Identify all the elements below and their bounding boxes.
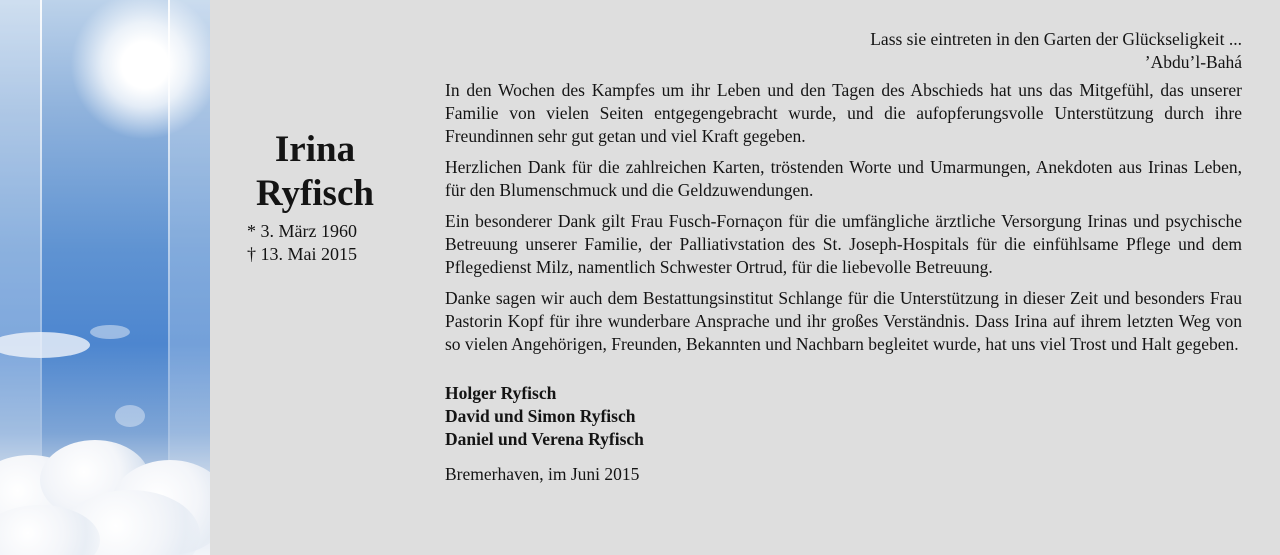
life-dates — [230, 220, 400, 266]
quote-text: Lass sie eintreten in den Garten der Glückseligkeit ... — [870, 29, 1242, 49]
signers — [445, 382, 1242, 451]
death-date: † 13. Mai 2015 — [247, 244, 357, 264]
last-name: Ryfisch — [256, 173, 374, 214]
birth-date: * 3. März 1960 — [247, 221, 357, 241]
sun-glow — [70, 0, 210, 140]
paragraph: Herzlichen Dank für die zahlreichen Karten, tröstenden Worte und Umarmungen, Anekdoten aus Irinas Leben, für den Blumenschmuck und die Geldzuwendungen. — [445, 157, 1242, 200]
paragraph: Ein besonderer Dank gilt Frau Fusch-Fornaçon für die umfängliche ärztliche Versorgung Irinas und psychische Betreuung unserer Familie, der Palliativstation des St. Joseph-Hospitals für die einfühlsame Pflege und dem Pflegedienst Milz, namentlich Schwester Ortrud, für die liebevolle Betreuung. — [445, 211, 1242, 277]
paragraph: Danke sagen wir auch dem Bestattungsinstitut Schlange für die Unterstützung in dieser Zeit und besonders Frau Pastorin Kopf für ihre wunderbare Ansprache und ihr großes Verständnis. Dass Irina auf ihrem letzten Weg von so vielen Angehörigen, Freunden, Bekannten und Nachbarn begleitet wurde, hat uns viel Trost und Halt gegeben. — [445, 288, 1242, 354]
paragraph: In den Wochen des Kampfes um ihr Leben und den Tagen des Abschieds hat uns das Mitgefühl, das unserer Familie von vielen Seiten entgegengebracht wurde, und die aufopferungsvolle Unterstützung durch ihre Freundinnen sehr gut getan und viel Kraft gegeben. — [445, 80, 1242, 146]
first-name: Irina — [274, 129, 356, 170]
thank-you-text — [445, 28, 1242, 486]
deceased-block — [230, 128, 400, 266]
signer: Daniel und Verena Ryfisch — [445, 429, 644, 449]
signer: Holger Ryfisch — [445, 383, 557, 403]
quote-author: ’Abdu’l-Bahá — [1144, 52, 1242, 72]
signer: David und Simon Ryfisch — [445, 406, 636, 426]
sky-image — [0, 0, 210, 555]
place-date: Bremerhaven, im Juni 2015 — [445, 464, 640, 484]
